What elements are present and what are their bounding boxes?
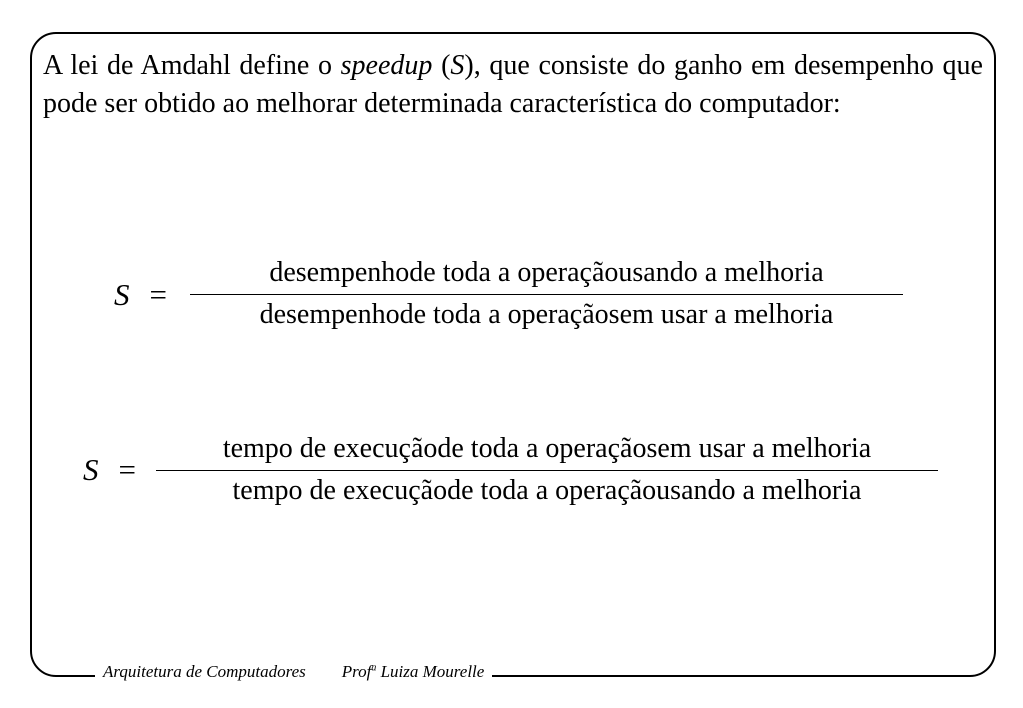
equation-2-symbol: S bbox=[83, 452, 99, 487]
intro-text-start: A lei de Amdahl define o bbox=[43, 50, 341, 81]
equation-2-lhs bbox=[83, 452, 136, 488]
equation-2-fraction-bar bbox=[156, 470, 938, 471]
course-name: Arquitetura de Computadores bbox=[103, 662, 306, 681]
equation-2-numerator: tempo de execuçãode toda a operaçãosem usar a melhoria bbox=[222, 433, 872, 464]
professor-superscript: a bbox=[371, 662, 377, 674]
slide-frame bbox=[30, 32, 996, 677]
equation-2-denominator: tempo de execuçãode toda a operaçãousando a melhoria bbox=[232, 475, 862, 506]
equation-1-lhs bbox=[114, 277, 167, 313]
equation-2-equals: = bbox=[118, 452, 136, 487]
intro-text-end: ), que consiste do ganho em desempenho que pode ser obtido ao melhorar determinada característica do computador: bbox=[43, 50, 983, 119]
equation-1-equals: = bbox=[149, 277, 167, 312]
equation-1-denominator: desempenhode toda a operaçãosem usar a melhoria bbox=[259, 299, 834, 330]
equation-1-symbol: S bbox=[114, 277, 130, 312]
equation-2-fraction bbox=[156, 432, 938, 508]
professor-name: Luiza Mourelle bbox=[376, 662, 485, 681]
intro-paren: ( bbox=[432, 50, 451, 81]
slide-footer bbox=[95, 659, 492, 685]
equation-1-fraction-bar bbox=[190, 294, 903, 295]
equation-1-numerator: desempenhode toda a operaçãousando a melhoria bbox=[269, 257, 824, 288]
speedup-symbol: S bbox=[450, 50, 465, 81]
equation-1-fraction bbox=[190, 256, 903, 332]
professor-prefix: Prof bbox=[341, 662, 372, 681]
speedup-term: speedup bbox=[340, 50, 433, 81]
intro-paragraph bbox=[43, 47, 983, 123]
